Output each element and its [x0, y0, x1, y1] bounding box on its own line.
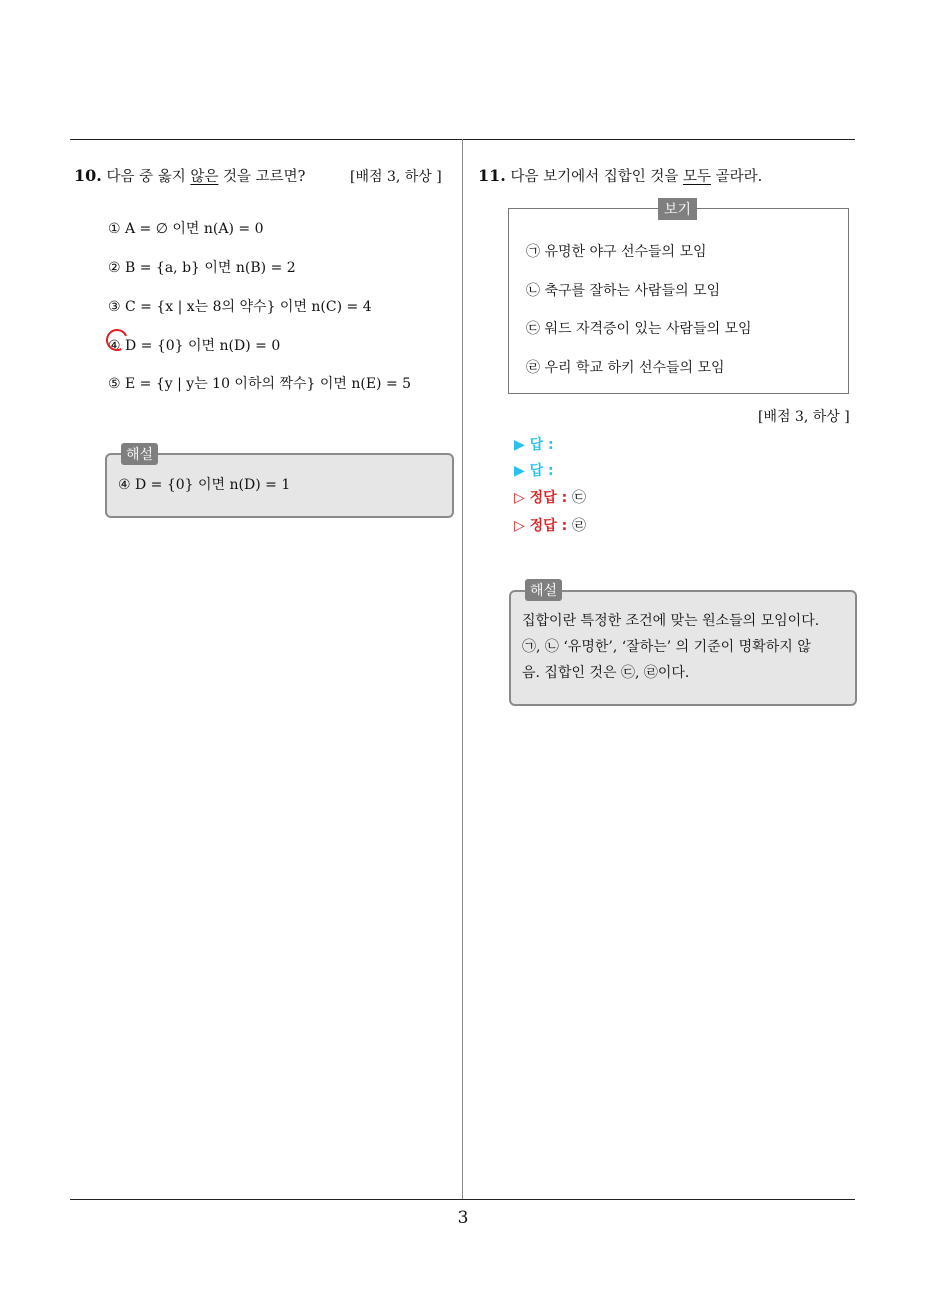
q10-number: 10. [74, 166, 102, 185]
q10-choice-5[interactable]: ⑤ E = {y | y는 10 이하의 짝수} 이면 n(E) = 5 [108, 376, 412, 392]
q11-text-underlined: 모두 [682, 169, 711, 185]
q11-text-before: 다음 보기에서 집합인 것을 [510, 169, 683, 185]
page-number: 3 [457, 1208, 469, 1228]
bogi-item-2: ㉡ 축구를 잘하는 사람들의 모임 [526, 283, 721, 299]
q11-score: [배점 3, 하상 ] [758, 409, 850, 425]
q10-choice-2[interactable]: ② B = {a, b} 이면 n(B) = 2 [108, 260, 296, 276]
correct-answer-value-2: ㉣ [572, 518, 587, 534]
q11-solution-line-3: 음. 집합인 것은 ㉢, ㉣이다. [522, 665, 690, 681]
correct-answer-label-1: ▷ 정답 : [514, 490, 568, 506]
q10-solution-text: ④ D = {0} 이면 n(D) = 1 [118, 477, 291, 493]
bogi-item-3: ㉢ 워드 자격증이 있는 사람들의 모임 [526, 321, 752, 337]
answer-line-2[interactable] [514, 460, 554, 480]
q11-number: 11. [478, 166, 506, 185]
bogi-label: 보기 [658, 198, 697, 220]
q10-question [74, 165, 305, 186]
q10-choice-3[interactable]: ③ C = {x | x는 8의 약수} 이면 n(C) = 4 [108, 299, 372, 315]
q10-choice-4[interactable]: ④ D = {0} 이면 n(D) = 0 [108, 338, 281, 354]
q11-text-after: 골라라. [710, 169, 763, 185]
q11-solution-line-1: 집합이란 특정한 조건에 맞는 원소들의 모임이다. [522, 613, 820, 629]
q10-text-before: 다음 중 옳지 [106, 169, 191, 185]
bogi-item-4: ㉣ 우리 학교 하키 선수들의 모임 [526, 360, 725, 376]
q10-solution-label: 해설 [121, 443, 158, 465]
answer-line-1[interactable] [514, 434, 554, 454]
correct-answer-2 [514, 515, 586, 535]
bogi-item-1: ㉠ 유명한 야구 선수들의 모임 [526, 244, 707, 260]
bottom-rule [70, 1199, 855, 1200]
q11-solution-text [522, 608, 819, 686]
q11-question [478, 165, 762, 186]
column-divider [462, 139, 463, 1200]
q10-text-after: 것을 고르면? [218, 169, 306, 185]
answer-label-2: ▶ 답 : [514, 463, 554, 479]
correct-answer-value-1: ㉢ [572, 490, 587, 506]
q11-solution-line-2: ㉠, ㉡ ‘유명한’, ‘잘하는’ 의 기준이 명확하지 않 [522, 639, 811, 655]
correct-answer-label-2: ▷ 정답 : [514, 518, 568, 534]
correct-answer-1 [514, 487, 586, 507]
q10-score: [배점 3, 하상 ] [350, 169, 442, 185]
q10-choice-1[interactable]: ① A = ∅ 이면 n(A) = 0 [108, 221, 264, 237]
q11-solution-label: 해설 [525, 579, 562, 601]
q10-text-underlined: 않은 [190, 169, 219, 185]
answer-label-1: ▶ 답 : [514, 437, 554, 453]
